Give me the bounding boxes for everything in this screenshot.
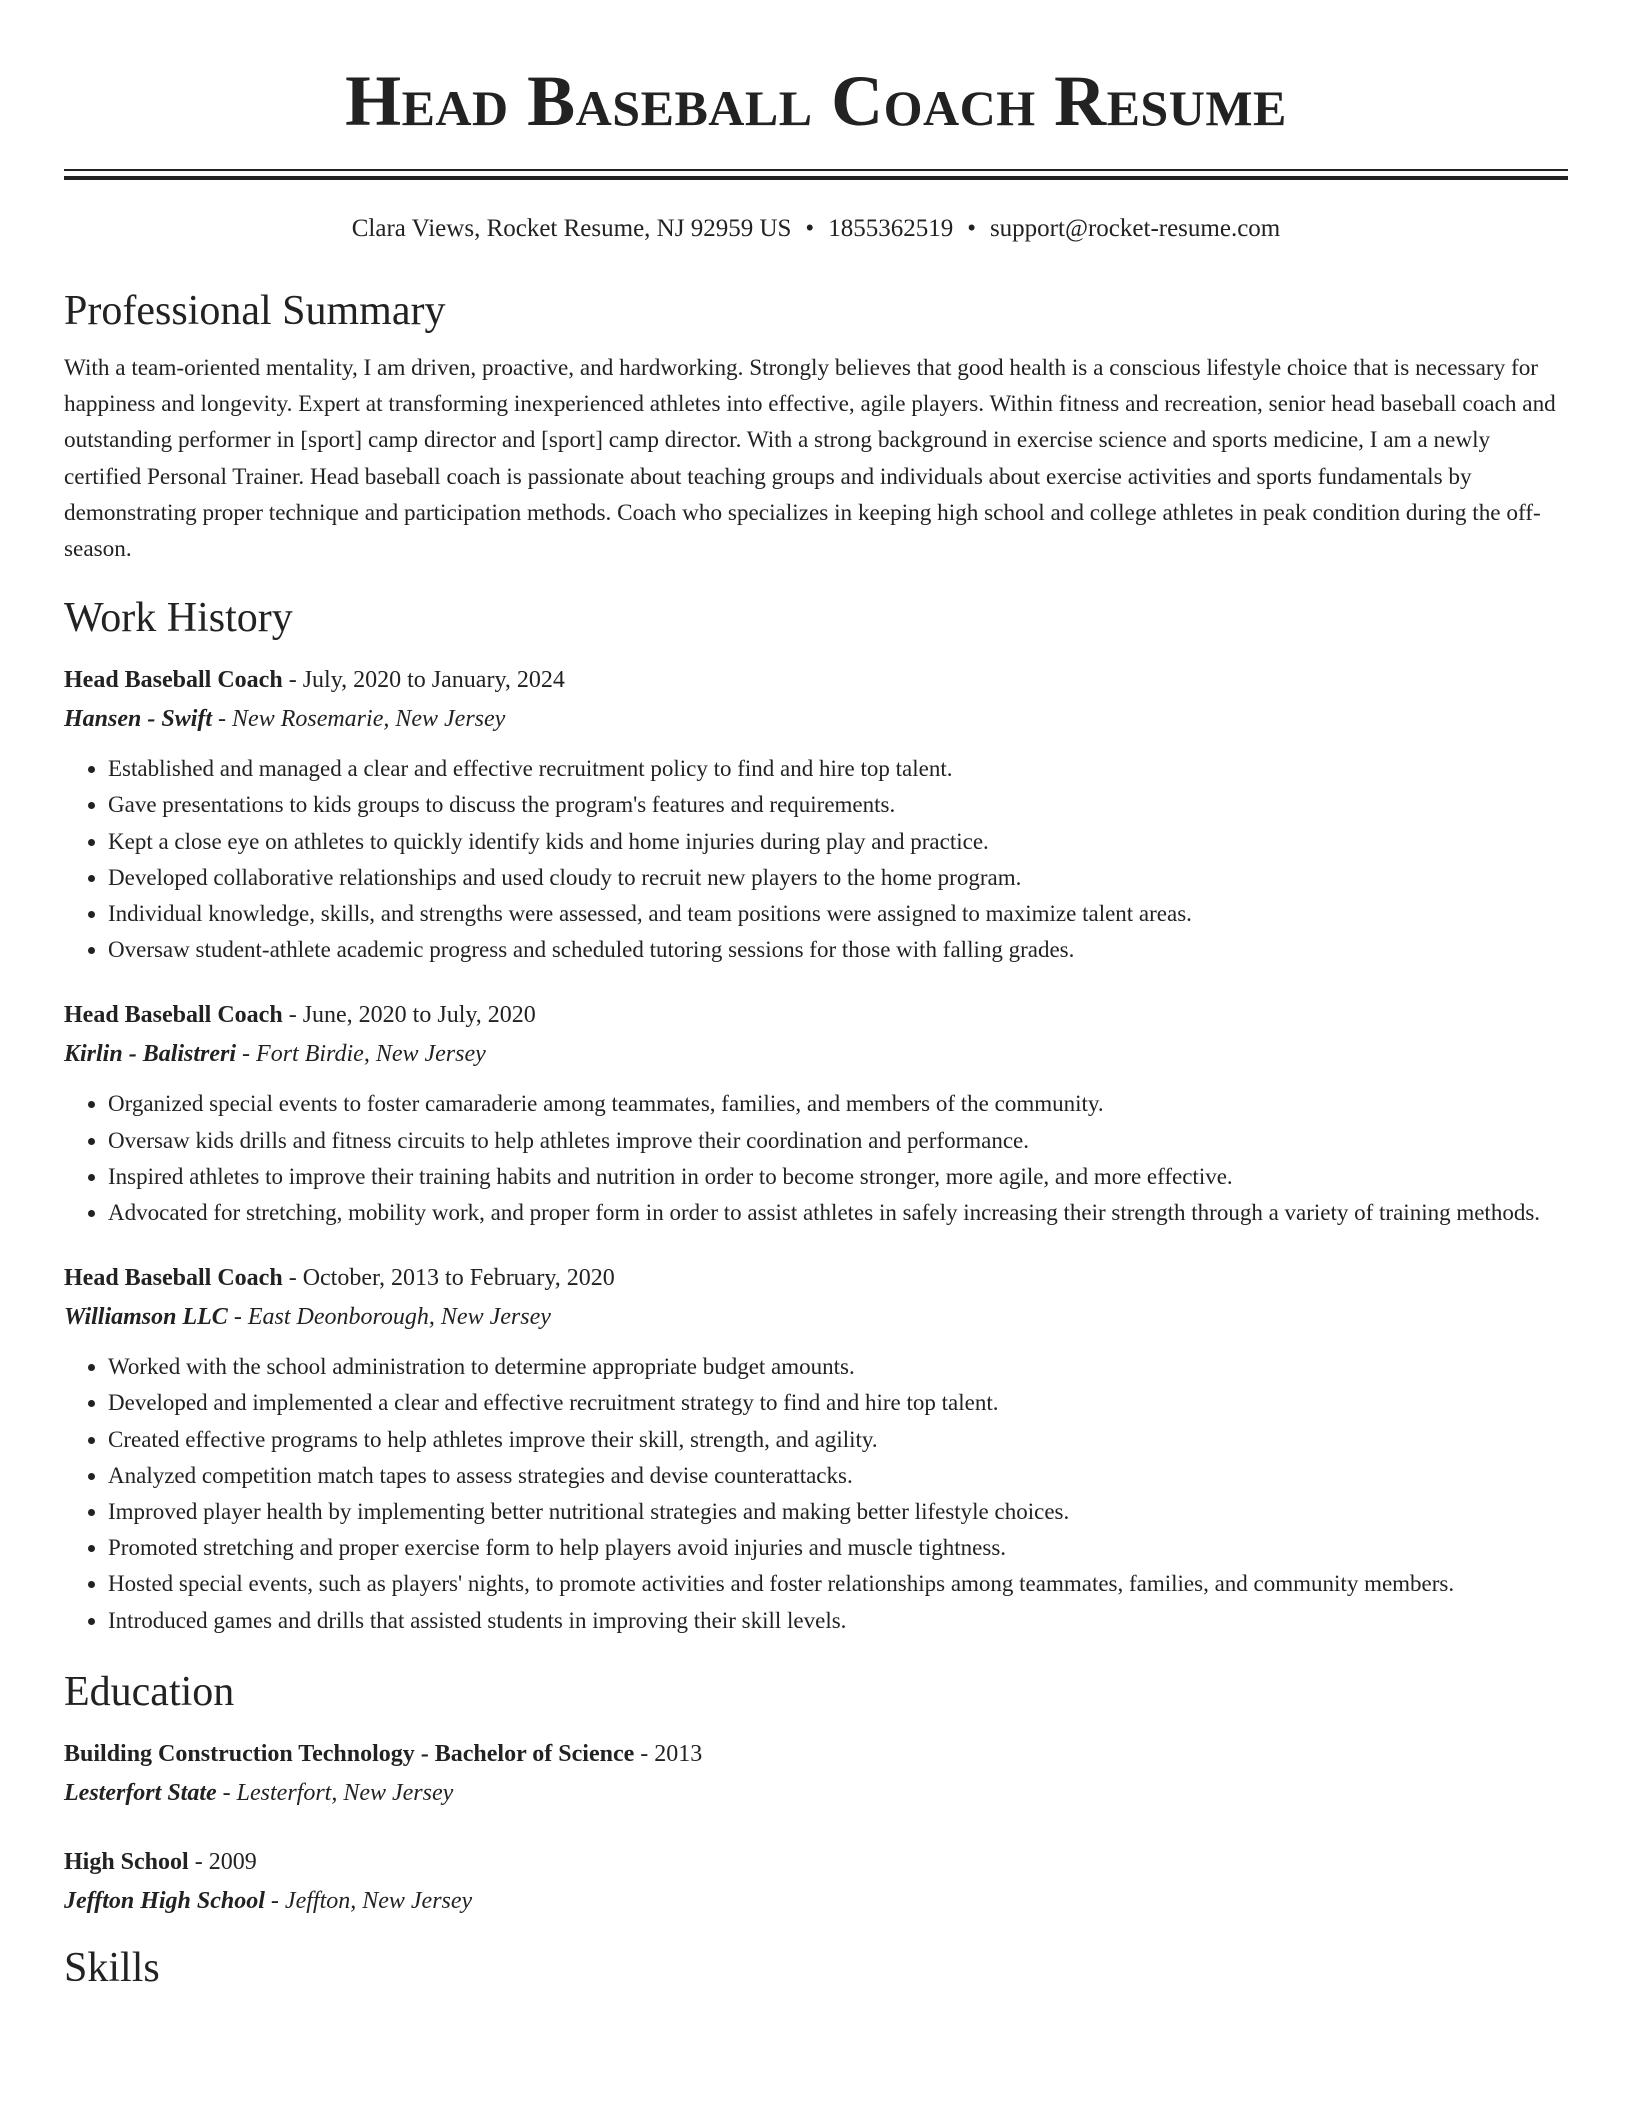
skills-heading: Skills [64, 1944, 160, 1991]
job-duty-item: • Developed collaborative relationships and used cloudy to recruit new players to the home program. [108, 860, 1568, 896]
education-header: High School - 2009 [64, 1848, 257, 1875]
job-duty-item: • Analyzed competition match tapes to assess strategies and devise counterattacks. [108, 1458, 1568, 1494]
job-duties-list [64, 751, 1568, 968]
job-entry [64, 996, 1568, 1231]
job-location: Fort Birdie, New Jersey [256, 1041, 486, 1068]
education-location: Lesterfort, New Jersey [236, 1779, 454, 1806]
job-dates: October, 2013 to February, 2020 [302, 1265, 615, 1292]
job-duty-item: • Created effective programs to help athletes improve their skill, strength, and agility. [108, 1422, 1568, 1458]
resume-title: Head Baseball Coach Resume [345, 61, 1287, 141]
education-location: Jeffton, New Jersey [284, 1887, 473, 1914]
job-duty-item: • Hosted special events, such as players' nights, to promote activities and foster relationships among teammates, families, and community members. [108, 1566, 1568, 1602]
job-duty-item: • Oversaw kids drills and fitness circuits to help athletes improve their coordination and performance. [108, 1123, 1568, 1159]
contact-address: Clara Views, Rocket Resume, NJ 92959 US [351, 215, 792, 242]
job-company: Williamson LLC [64, 1304, 228, 1331]
job-duty-item: • Oversaw student-athlete academic progress and scheduled tutoring sessions for those with falling grades. [108, 932, 1568, 968]
job-header: Head Baseball Coach - October, 2013 to February, 2020 [64, 1265, 615, 1292]
job-role: Head Baseball Coach [64, 1265, 283, 1292]
job-duties-list [64, 1349, 1568, 1639]
job-entry [64, 1259, 1568, 1639]
education-school: Lesterfort State [64, 1779, 217, 1806]
job-employer: Williamson LLC - East Deonborough, New Jersey [64, 1304, 551, 1331]
work-history-list [64, 661, 1568, 1639]
job-header: Head Baseball Coach - July, 2020 to January, 2024 [64, 667, 565, 694]
job-duty-item: • Inspired athletes to improve their training habits and nutrition in order to become stronger, more agile, and more effective. [108, 1159, 1568, 1195]
job-dates: June, 2020 to July, 2020 [302, 1002, 536, 1029]
job-duty-item: • Promoted stretching and proper exercise form to help players avoid injuries and muscle tightness. [108, 1530, 1568, 1566]
job-dates: July, 2020 to January, 2024 [302, 667, 565, 694]
job-entry [64, 661, 1568, 968]
education-header: Building Construction Technology - Bachelor of Science - 2013 [64, 1740, 703, 1767]
job-location: East Deonborough, New Jersey [247, 1304, 551, 1331]
summary-heading: Professional Summary [64, 288, 446, 334]
education-entry [64, 1843, 1568, 1921]
job-duty-item: • Worked with the school administration to determine appropriate budget amounts. [108, 1349, 1568, 1385]
title-rule-thin [64, 169, 1568, 171]
job-duty-item: • Developed and implemented a clear and effective recruitment strategy to find and hire top talent. [108, 1385, 1568, 1421]
contact-phone: 1855362519 [828, 215, 954, 242]
job-company: Hansen - Swift [64, 706, 213, 733]
contact-email[interactable]: support@rocket-resume.com [989, 215, 1281, 242]
contact-separator: • [805, 215, 815, 242]
education-degree: Building Construction Technology - Bachelor of Science [64, 1740, 635, 1767]
job-duty-item: • Improved player health by implementing better nutritional strategies and making better lifestyle choices. [108, 1494, 1568, 1530]
resume-content [64, 0, 1568, 1993]
job-role: Head Baseball Coach [64, 667, 283, 694]
education-list [64, 1735, 1568, 1921]
education-year: 2013 [654, 1740, 703, 1767]
job-header: Head Baseball Coach - June, 2020 to July, 2020 [64, 1002, 536, 1029]
contact-line [64, 214, 1568, 244]
job-duty-item: • Advocated for stretching, mobility work, and proper form in order to assist athletes in safely increasing their strength through a variety of training methods. [108, 1195, 1568, 1231]
job-duty-item: • Organized special events to foster camaraderie among teammates, families, and members of the community. [108, 1086, 1568, 1122]
job-employer: Kirlin - Balistreri - Fort Birdie, New Jersey [64, 1041, 486, 1068]
summary-text: With a team-oriented mentality, I am driven, proactive, and hardworking. Strongly believes that good health is a conscious lifestyle choice that is necessary for happiness and longevity. Expert at transforming inexperienced athletes into effective, agile players. Within fitness and recreation, senior head baseball coach and outstanding performer in [sport] camp director and [sport] camp director. With a strong background in exercise science and sports medicine, I am a newly certified Personal Trainer. Head baseball coach is passionate about teaching groups and individuals about exercise activities and sports fundamentals by demonstrating proper technique and participation methods. Coach who specializes in keeping high school and college athletes in peak condition during the off-season. [64, 355, 1556, 563]
job-duty-item: • Introduced games and drills that assisted students in improving their skill levels. [108, 1603, 1568, 1639]
education-heading: Education [64, 1668, 235, 1715]
work-history-heading: Work History [64, 595, 293, 642]
job-role: Head Baseball Coach [64, 1002, 283, 1029]
education-year: 2009 [208, 1848, 257, 1875]
education-institution: Jeffton High School - Jeffton, New Jersey [64, 1887, 473, 1914]
title-rule-thick [64, 176, 1568, 180]
education-institution: Lesterfort State - Lesterfort, New Jersey [64, 1779, 454, 1806]
job-duties-list [64, 1086, 1568, 1231]
job-duty-item: • Individual knowledge, skills, and strengths were assessed, and team positions were assigned to maximize talent areas. [108, 896, 1568, 932]
job-duty-item: • Established and managed a clear and effective recruitment policy to find and hire top talent. [108, 751, 1568, 787]
education-entry [64, 1735, 1568, 1813]
education-degree: High School [64, 1848, 189, 1875]
job-duty-item: • Gave presentations to kids groups to discuss the program's features and requirements. [108, 787, 1568, 823]
education-school: Jeffton High School [64, 1887, 265, 1914]
job-duty-item: • Kept a close eye on athletes to quickly identify kids and home injuries during play and practice. [108, 824, 1568, 860]
contact-separator: • [967, 215, 976, 242]
job-employer: Hansen - Swift - New Rosemarie, New Jersey [64, 706, 506, 733]
job-location: New Rosemarie, New Jersey [232, 706, 506, 733]
job-company: Kirlin - Balistreri [64, 1041, 237, 1068]
